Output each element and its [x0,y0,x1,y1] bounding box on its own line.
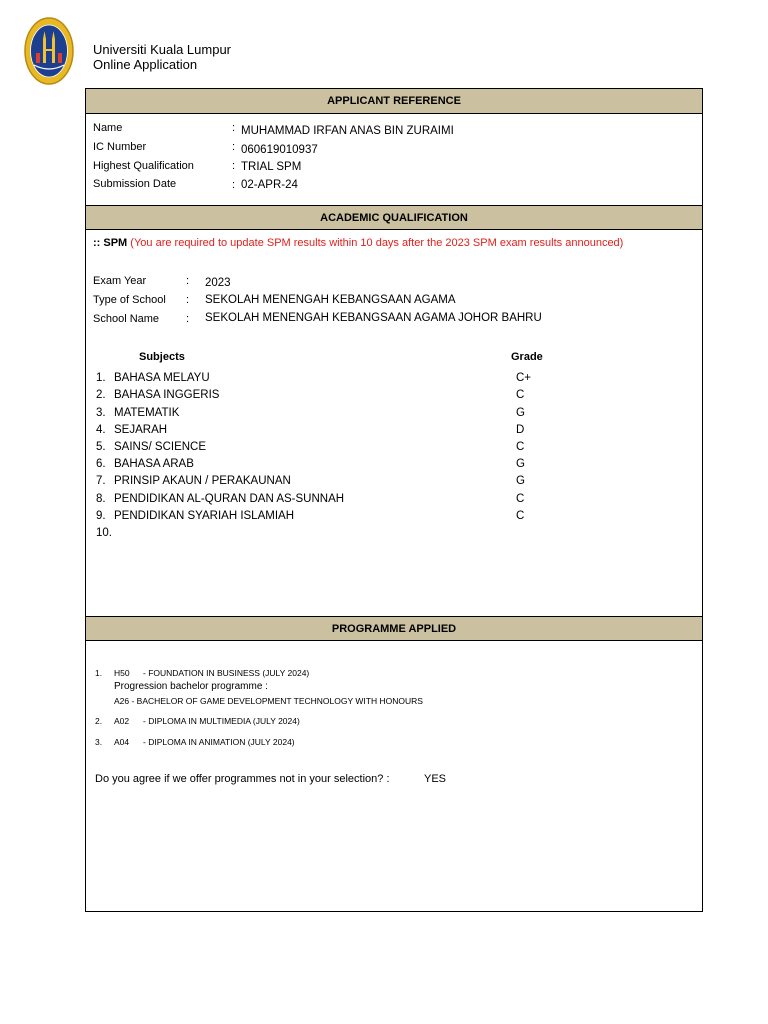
programme-applied-heading: PROGRAMME APPLIED [86,616,702,641]
subject-no: 2. [96,389,106,401]
application-frame [85,88,703,912]
university-logo [24,17,74,85]
subject-grade: C [516,441,525,453]
agree-answer: YES [424,773,447,785]
subject-name: SEJARAH [114,424,168,436]
name-label: Name [93,122,123,134]
subject-grade: C [516,493,525,505]
progression-label: Progression bachelor programme : [114,681,268,692]
subject-name: BAHASA ARAB [114,458,194,470]
progression-programme: A26 - BACHELOR OF GAME DEVELOPMENT TECHNOLOGY WITH HONOURS [114,696,423,706]
university-name: Universiti Kuala Lumpur [93,42,232,57]
qualification-value: TRIAL SPM [241,161,302,173]
subject-grade: C [516,389,525,401]
subjects-header: Subjects [139,351,185,363]
colon: : [186,313,190,325]
programme-title: - DIPLOMA IN ANIMATION (JULY 2024) [143,737,295,747]
ic-number-value: 060619010937 [241,144,318,156]
subject-name: PENDIDIKAN AL-QURAN DAN AS-SUNNAH [114,493,345,505]
subject-no: 9. [96,510,106,522]
subject-grade: C [516,510,525,522]
subject-name: PRINSIP AKAUN / PERAKAUNAN [114,475,291,487]
subject-no: 7. [96,475,106,487]
exam-year-label: Exam Year [93,275,147,287]
programme-no: 3. [95,737,103,747]
programme-title: - FOUNDATION IN BUSINESS (JULY 2024) [143,668,310,678]
programme-no: 1. [95,668,103,678]
exam-year-value: 2023 [205,277,231,289]
colon: : [232,160,236,172]
subject-name: PENDIDIKAN SYARIAH ISLAMIAH [114,510,294,522]
subject-no: 10. [96,527,112,539]
applicant-reference-heading: APPLICANT REFERENCE [86,89,702,114]
programme-no: 2. [95,716,103,726]
colon: : [186,275,190,287]
header-text [93,42,231,72]
colon: : [232,141,236,153]
spm-update-warning: (You are required to update SPM results within 10 days after the 2023 SPM exam results announced) [130,237,624,249]
school-type-value: SEKOLAH MENENGAH KEBANGSAAN AGAMA [205,294,456,306]
submission-date-value: 02-APR-24 [241,179,298,191]
grade-header: Grade [511,351,543,363]
school-name-label: School Name [93,313,160,325]
programme-code: A02 [114,716,130,726]
agree-question: Do you agree if we offer programmes not in your selection? : [95,773,390,785]
subject-name: MATEMATIK [114,407,180,419]
spm-label: :: SPM [93,237,128,249]
application-subtitle: Online Application [93,57,198,72]
subject-grade: D [516,424,525,436]
subject-no: 8. [96,493,106,505]
colon: : [232,122,236,134]
name-value: MUHAMMAD IRFAN ANAS BIN ZURAIMI [241,125,454,137]
programme-title: - DIPLOMA IN MULTIMEDIA (JULY 2024) [143,716,300,726]
school-type-label: Type of School [93,294,166,306]
subject-name: BAHASA MELAYU [114,372,210,384]
subject-no: 1. [96,372,106,384]
subject-grade: G [516,407,525,419]
subject-no: 3. [96,407,106,419]
subject-grade: G [516,458,525,470]
subject-grade: G [516,475,525,487]
subject-name: BAHASA INGGERIS [114,389,220,401]
submission-date-label: Submission Date [93,178,177,190]
qualification-label: Highest Qualification [93,160,194,172]
subject-no: 4. [96,424,106,436]
colon: : [186,294,190,306]
ic-number-label: IC Number [93,141,147,153]
subject-grade: C+ [516,372,532,384]
subject-no: 6. [96,458,106,470]
subject-name: SAINS/ SCIENCE [114,441,207,453]
programme-code: H50 [114,668,130,678]
spm-notice [93,237,623,249]
school-name-value: SEKOLAH MENENGAH KEBANGSAAN AGAMA JOHOR BAHRU [205,312,542,324]
colon: : [232,179,236,191]
subject-no: 5. [96,441,106,453]
academic-qualification-heading: ACADEMIC QUALIFICATION [86,205,702,230]
programme-code: A04 [114,737,130,747]
